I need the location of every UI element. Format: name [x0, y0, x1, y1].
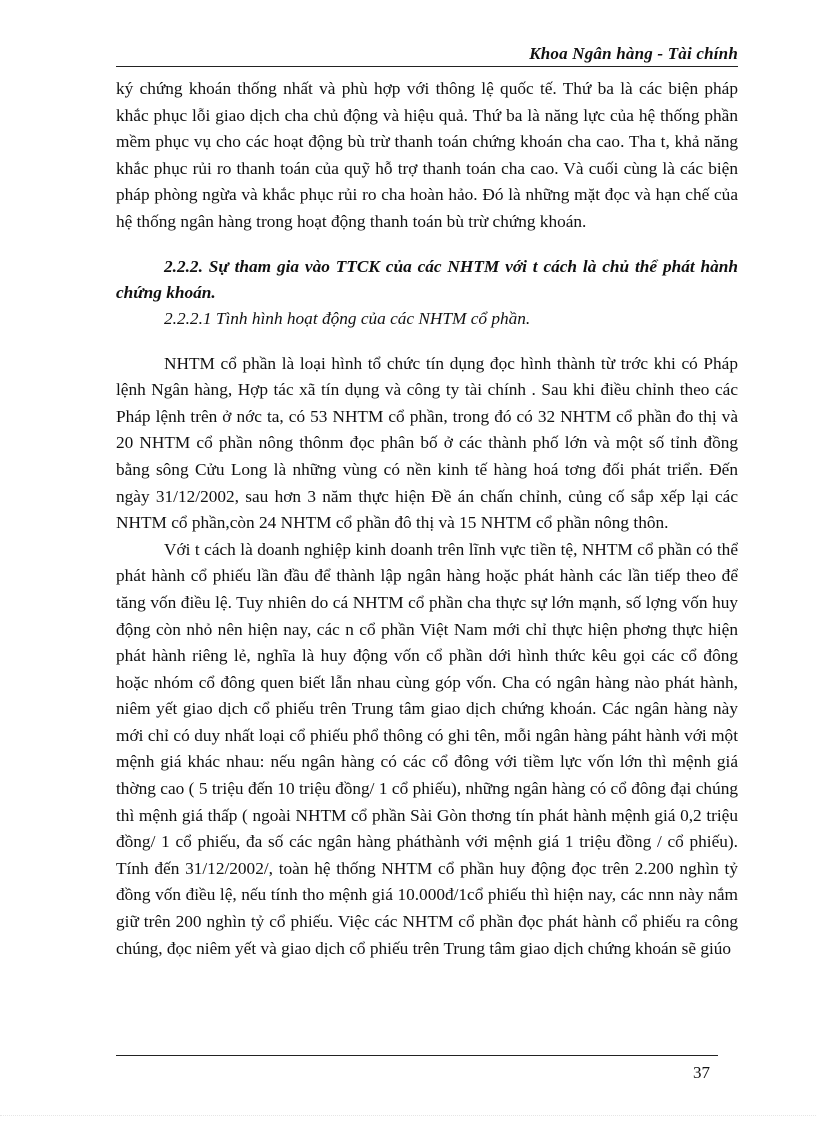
body-paragraph-1: NHTM cổ phần là loại hình tổ chức tín dụng đọc hình thành từ trớc khi có Pháp lệnh Ngân hàng, Hợp tác xã tín dụng và công ty tài chính . Sau khi điều chỉnh theo các Pháp lệnh trên ở nớc ta, có 53 NHTM cổ phần, trong đó có 32 NHTM cổ phần đo thị và 20 NHTM cổ phần nông thônm đọc phân bố ở các thành phố lớn và một số tỉnh đồng bằng sông Cửu Long là những vùng có nền kinh tế hàng hoá tơng đối phát triển. Đến ngày 31/12/2002, sau hơn 3 năm thực hiện Đề án chấn chỉnh, củng cố sắp xếp lại các NHTM cổ phần,còn 24 NHTM cổ phần đô thị và 15 NHTM cổ phần nông thôn. — [116, 353, 738, 533]
subsection-heading: 2.2.2.1 Tình hình hoạt động của các NHTM cổ phần. — [164, 308, 531, 328]
page-number: 37 — [693, 1063, 710, 1082]
page-edge — [0, 1115, 816, 1116]
paragraph-continuation: ký chứng khoán thống nhất và phù hợp với thông lệ quốc tế. Thứ ba là các biện pháp khắc phục lỗi giao dịch cha chủ động và hiệu quả. Thứ ba là năng lực của hệ thống phần mềm phục vụ cho các hoạt động bù trừ thanh toán chứng khoán cha cao. Tha t, khả năng khắc phục rủi ro thanh toán của quỹ hỗ trợ thanh toán cha cao. Và cuối cùng là các biện pháp phòng ngừa và khắc phục rủi ro cha hoàn hảo. Đó là những mặt đọc và hạn chế của hệ thống ngân hàng trong hoạt động thanh toán bù trừ chứng khoán. — [116, 79, 738, 231]
body-paragraph-2: Với t cách là doanh nghiệp kinh doanh trên lĩnh vực tiền tệ, NHTM cổ phần có thể phát hành cổ phiếu lần đầu để thành lập ngân hàng hoặc phát hành các lần tiếp theo để tăng vốn điều lệ. Tuy nhiên do cá NHTM cổ phần cha thực sự lớn mạnh, số lợng vốn huy động còn nhỏ nên hiện nay, các n cổ phần Việt Nam mới chỉ thực hiện phơng thực hiện phát hành riêng lẻ, nghĩa là huy động vốn cổ phần dới hình thức kêu gọi các cổ đông hoặc nhóm cổ đông quen biết lẫn nhau cùng góp vốn. Cha có ngân hàng nào phát hành, niêm yết giao dịch cổ phiếu trên Trung tâm giao dịch chứng khoán. Các ngân hàng này mới chỉ có duy nhất loại cổ phiếu phổ thông có ghi tên, mỗi ngân hàng páht hành với một mệnh giá khác nhau: nếu ngân hàng có các cổ đông với tiềm lực vốn lớn thì mệnh giá thờng cao ( 5 triệu đến 10 triệu đồng/ 1 cổ phiếu), những ngân hàng có cổ đông đại chúng thì mệnh giá thấp ( ngoài NHTM cổ phần Sài Gòn thơng tín phát hành mệnh giá 0,2 triệu đồng/ 1 cổ phiếu, đa số các ngân hàng pháthành với mệnh giá 1 triệu đồng / cổ phiếu). Tính đến 31/12/2002/, toàn hệ thống NHTM cổ phần huy động đọc trên 2.200 nghìn tỷ đồng vốn điều lệ, nếu tính tho mệnh giá 10.000đ/1cổ phiếu thì hiện nay, các nnn này nắm giữ trên 200 nghìn tỷ cổ phiếu. Việc các NHTM cổ phần đọc phát hành cổ phiếu ra công chúng, đọc niêm yết và giao dịch cổ phiếu trên Trung tâm giao dịch chứng khoán sẽ giúo — [116, 539, 738, 958]
page-body — [116, 76, 738, 962]
header-title: Khoa Ngân hàng - Tài chính — [529, 44, 738, 63]
header-rule — [116, 66, 738, 67]
footer-rule — [116, 1055, 718, 1056]
section-heading: 2.2.2. Sự tham gia vào TTCK của các NHTM với t cách là chủ thể phát hành chứng khoán. — [116, 256, 738, 302]
